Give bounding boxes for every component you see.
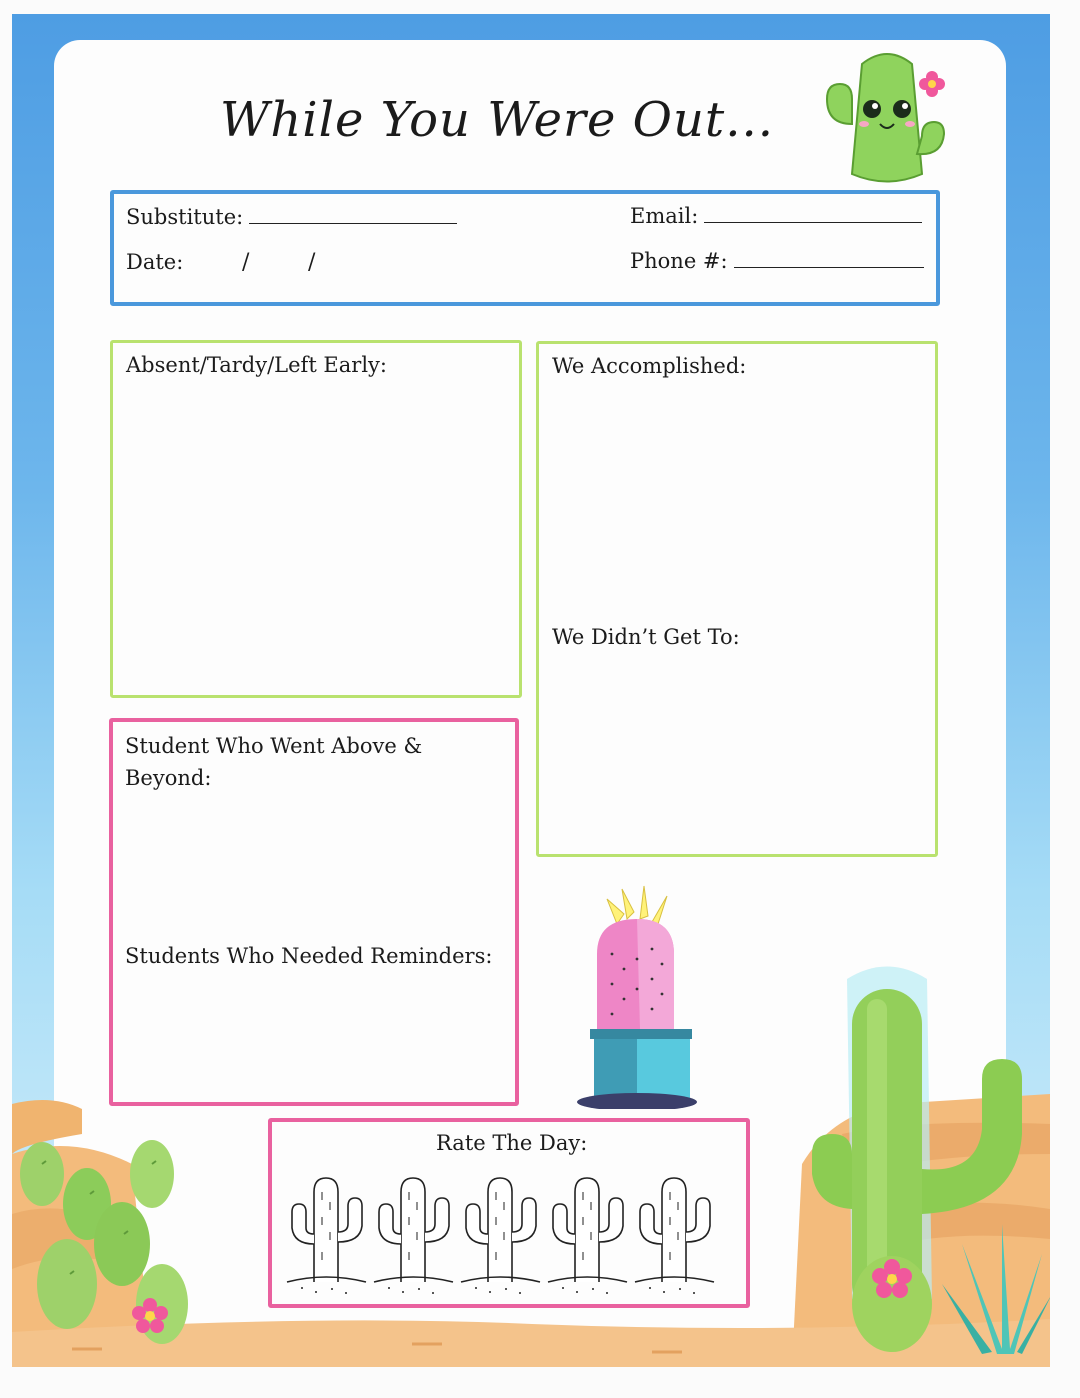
rating-cactus-icon[interactable] (543, 1172, 631, 1300)
rating-row (282, 1172, 722, 1302)
substitute-field[interactable] (126, 205, 457, 229)
rating-cactus-icon[interactable] (369, 1172, 457, 1300)
accomplished-label: We Accomplished: (552, 354, 747, 378)
reminders-label: Students Who Needed Reminders: (125, 944, 493, 968)
accomplished-box[interactable] (536, 341, 938, 857)
email-label: Email: (630, 204, 699, 228)
phone-label: Phone #: (630, 249, 728, 273)
absent-box[interactable] (110, 340, 522, 698)
rating-cactus-icon[interactable] (282, 1172, 370, 1300)
agave-plant-icon (942, 1224, 1050, 1354)
date-label: Date: (126, 250, 184, 274)
pink-potted-cactus-icon (562, 884, 712, 1109)
didnt-get-to-label: We Didn’t Get To: (552, 625, 740, 649)
page-title: While You Were Out... (220, 92, 774, 148)
email-field[interactable] (630, 204, 922, 228)
date-separator: / (242, 250, 250, 275)
rate-day-label: Rate The Day: (436, 1131, 588, 1155)
cactus-mascot-icon (822, 44, 952, 194)
rating-cactus-icon[interactable] (456, 1172, 544, 1300)
absent-label: Absent/Tardy/Left Early: (126, 353, 387, 377)
phone-blank-line[interactable] (734, 266, 924, 268)
email-blank-line[interactable] (704, 221, 922, 223)
substitute-blank-line[interactable] (249, 222, 457, 224)
rating-cactus-icon[interactable] (630, 1172, 718, 1300)
prickly-pear-icon (12, 1114, 212, 1364)
date-separator: / (308, 250, 316, 275)
substitute-label: Substitute: (126, 205, 244, 229)
cactus-flower-icon (130, 1296, 170, 1336)
date-field[interactable] (126, 250, 183, 274)
above-beyond-label: Student Who Went Above & Beyond: (125, 734, 423, 790)
phone-field[interactable] (630, 249, 924, 273)
